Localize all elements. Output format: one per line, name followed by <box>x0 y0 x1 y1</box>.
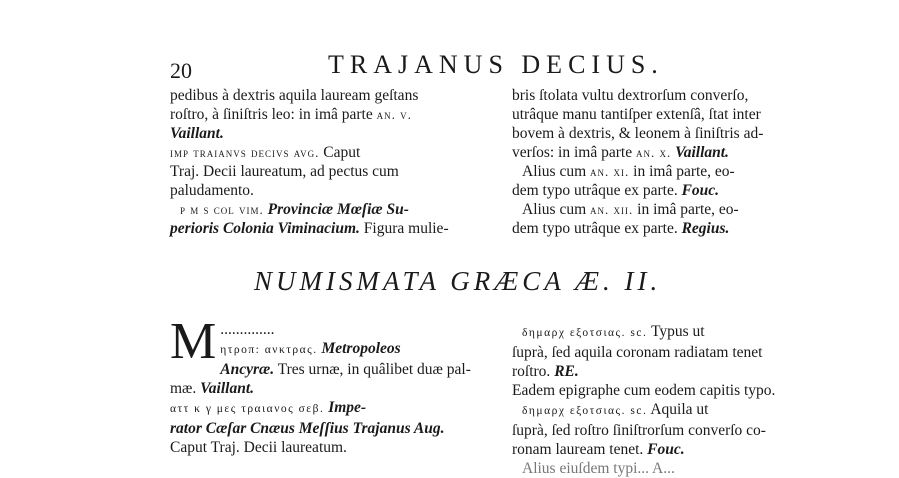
section-title: NUMISMATA GRÆCA Æ. II. <box>254 266 662 296</box>
text-line: mæ. Vaillant. <box>170 380 254 397</box>
page-number: 20 <box>170 58 192 83</box>
running-title: TRAJANUS DECIUS. <box>328 50 664 79</box>
top-right-column <box>512 86 832 238</box>
bottom-right-column <box>512 322 832 478</box>
text-line: imp traianvs decivs avg. Caput <box>170 144 361 161</box>
text-line: .............. <box>220 321 275 338</box>
text-line: Caput Traj. Decii laureatum. <box>170 439 347 456</box>
text-line: bris ſtolata vultu dextrorſum converſo, <box>512 87 749 104</box>
text-line: Traj. Decii laureatum, ad pectus cum <box>170 163 399 180</box>
text-line: paludamento. <box>170 182 254 199</box>
text-line: δημαρχ εξοτσιας. sc. Typus ut <box>522 323 705 340</box>
text-line: dem typo utrâque ex parte. Fouc. <box>512 182 720 199</box>
text-line: Ancyræ. Tres urnæ, in quâlibet duæ pal- <box>220 361 471 378</box>
text-line: bovem à dextris, & leonem à ſiniſtris ad- <box>512 125 764 142</box>
text-line: utrâque manu tantiſper extenſâ, ſtat inter <box>512 106 761 123</box>
text-line: ronam lauream tenet. Fouc. <box>512 441 685 458</box>
text-line: Alius cum an. xii. in imâ parte, eo- <box>522 201 739 218</box>
text-line: Alius eiuſdem typi... A... <box>522 460 675 477</box>
text-line: Vaillant. <box>170 125 224 142</box>
text-line: roſtro. RE. <box>512 363 579 380</box>
text-line: Eadem epigraphe cum eodem capitis typo. <box>512 382 776 399</box>
text-line: αττ κ γ μες τραιανος σεβ. Impe- <box>170 399 367 416</box>
top-left-column <box>170 86 500 238</box>
text-line: rator Cæſar Cnæus Meſſius Trajanus Aug. <box>170 420 445 437</box>
text-line: ſuprà, ſed aquila coronam radiatam tenet <box>512 344 763 361</box>
bottom-left-column <box>170 313 500 457</box>
text-line: p m s col vim. Provinciæ Mœſiæ Su- <box>180 201 409 218</box>
text-line: ſuprà, ſed roſtro ſiniſtrorſum converſo co- <box>512 422 766 439</box>
text-line: pedibus à dextris aquila lauream geſtans <box>170 87 419 104</box>
text-line: verſos: in imâ parte an. x. Vaillant. <box>512 144 729 161</box>
text-line: dem typo utrâque ex parte. Regius. <box>512 220 730 237</box>
text-line: roſtro, à ſiniſtris leo: in imâ parte an. v. <box>170 106 412 123</box>
drop-cap: M <box>170 313 217 370</box>
text-line: perioris Colonia Viminacium. Figura mulie- <box>170 220 449 237</box>
text-line: Alius cum an. xi. in imâ parte, eo- <box>522 163 735 180</box>
text-line: δημαρχ εξοτσιας. sc. Aquila ut <box>522 401 709 418</box>
text-line: ητροπ: ανκτρας. Metropoleos <box>220 340 401 357</box>
